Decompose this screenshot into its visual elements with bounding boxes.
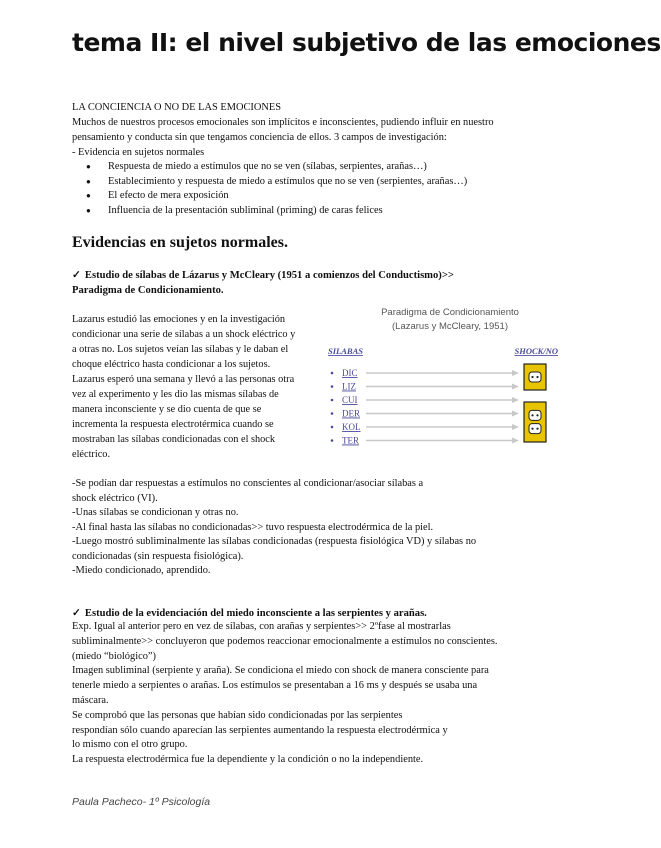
text-line: Exp. Igual al anterior pero en vez de sílabas, con arañas y serpientes>> 2ºfase al mostrarlas: [72, 621, 451, 632]
shock-label: SHOCK/NO: [514, 346, 558, 356]
diagram-title-line1: Paradigma de Condicionamiento: [381, 307, 519, 318]
text-line: La respuesta electrodérmica fue la dependiente y la condición o no la independiente.: [72, 754, 424, 766]
text-line: (miedo “biológico”): [72, 650, 156, 662]
syllable-label: DER: [342, 408, 360, 419]
text-line: condicionar una serie de sílabas a un shock eléctrico y: [72, 329, 296, 340]
text-line: shock eléctrico (VI).: [72, 492, 158, 504]
study2-body: [72, 620, 547, 768]
section-heading: Evidencias en sujetos normales.: [72, 234, 288, 251]
text-line: -Unas sílabas se condicionan y otras no.: [72, 507, 239, 518]
footer-author: Paula Pacheco- 1º Psicología: [72, 796, 211, 808]
syllable-row: [331, 436, 519, 446]
syllable-row: [331, 409, 519, 419]
text-line: tenerle miedo a serpientes o arañas. Los estímulos se presentaban a 16 ms y después se usaba una: [72, 680, 478, 692]
checkmark-icon: ✓: [72, 270, 81, 281]
arrow-head-icon: [512, 438, 519, 444]
page-title: tema II: el nivel subjetivo de las emociones: [72, 28, 661, 57]
text-line: máscara.: [72, 694, 109, 706]
intro-text-line: Muchos de nuestros procesos emocionales son implícitos e inconscientes, pudiendo influir en nuestro: [72, 117, 494, 128]
text-line: subliminalmente>> concluyeron que podemos reaccionar emocionalmente a estímulos no conscientes.: [72, 635, 498, 647]
syllable-label: KOL: [342, 422, 361, 432]
study1-title-line1: Estudio de sílabas de Lázarus y McCleary (1951 a comienzos del Conductismo)>>: [84, 270, 454, 281]
syllables-label: SILABAS: [328, 346, 363, 356]
intro-heading: LA CONCIENCIA O NO DE LAS EMOCIONES: [72, 102, 281, 113]
conditioning-diagram: [322, 300, 562, 460]
arrow-head-icon: [512, 370, 519, 376]
text-line: -Luego mostró subliminalmente las sílabas condicionadas (respuesta fisiológica VD) y sílabas no: [72, 536, 477, 547]
text-line: choque eléctrico hasta condicionar a los sujetos.: [72, 359, 271, 370]
checkmark-icon: ✓: [72, 608, 81, 619]
intro-block: [72, 100, 542, 160]
text-line: lo mismo con el otro grupo.: [72, 739, 188, 751]
bullet-icon: [331, 439, 334, 442]
text-line: -Se podían dar respuestas a estímulos no conscientes al condicionar/asociar sílabas a: [72, 478, 424, 489]
text-line: a otras no. Los sujetos veían las sílabas y le daban el: [72, 344, 289, 355]
study1-body: [72, 312, 320, 462]
syllable-label: DIC: [342, 368, 358, 378]
syllable-label: TER: [342, 435, 359, 446]
intro-text-line: pensamiento y conducta sin que tengamos conciencia de ellos. 3 campos de investigación:: [72, 132, 447, 143]
bullet-icon: [331, 399, 334, 402]
text-line: Lazarus estudió las emociones y en la investigación: [72, 314, 286, 325]
bullet-icon: [331, 385, 334, 388]
diagram-title-line2: (Lazarus y McCleary, 1951): [392, 321, 508, 332]
power-outlet-icon: [524, 364, 546, 390]
list-item: ● Respuesta de miedo a estímulos que no se ven (sílabas, serpientes, arañas…): [86, 160, 467, 175]
study2-title-text: Estudio de la evidenciación del miedo inconsciente a las serpientes y arañas.: [84, 608, 427, 619]
text-line: mostraban las sílabas condicionadas con el shock: [72, 434, 276, 445]
arrow-head-icon: [512, 397, 519, 403]
text-line: eléctrico.: [72, 449, 111, 460]
syllable-row: [331, 422, 519, 432]
syllable-row: [331, 395, 519, 405]
arrow-head-icon: [512, 424, 519, 430]
syllable-label: CUI: [342, 395, 358, 405]
study1-title-line2: Paradigma de Condicionamiento.: [72, 285, 224, 296]
study2-title: [72, 606, 532, 621]
text-line: -Al final hasta las sílabas no condicionadas>> tuvo respuesta electrodérmica de la piel.: [72, 521, 434, 533]
syllable-label: LIZ: [342, 381, 356, 392]
syllable-row: [331, 368, 519, 378]
text-line: Lazarus esperó una semana y llevó a las personas otra: [72, 374, 295, 385]
intro-bullet-list: [86, 160, 467, 218]
bullet-icon: [331, 372, 334, 375]
list-item: ● El efecto de mera exposición: [86, 189, 467, 204]
text-line: incrementa la respuesta electrotérmica cuando se: [72, 419, 274, 430]
intro-subheading: - Evidencia en sujetos normales: [72, 147, 205, 158]
text-line: manera inconsciente y se dio cuenta de que se: [72, 404, 262, 415]
arrow-head-icon: [512, 411, 519, 417]
power-outlet-icon: [524, 402, 546, 442]
arrow-head-icon: [512, 384, 519, 390]
text-line: Imagen subliminal (serpiente y araña). Se condiciona el miedo con shock de manera consciente para: [72, 665, 489, 677]
bullet-icon: [331, 426, 334, 429]
syllable-row: [331, 382, 519, 392]
study1-notes: [72, 477, 542, 579]
text-line: -Miedo condicionado, aprendido.: [72, 565, 211, 576]
study1-title: [72, 268, 532, 298]
text-line: condicionadas (sin respuesta fisiológica).: [72, 550, 244, 562]
list-item: ● Establecimiento y respuesta de miedo a estímulos que no se ven (serpientes, arañas…): [86, 175, 467, 190]
text-line: vez al experimento y les dio las mismas sílabas de: [72, 389, 279, 400]
list-item: ● Influencia de la presentación subliminal (priming) de caras felices: [86, 204, 467, 219]
text-line: Se comprobó que las personas que habían sido condicionadas por las serpientes: [72, 709, 403, 721]
text-line: respondían sólo cuando aparecían las serpientes aumentando la respuesta electrodérmica y: [72, 724, 448, 736]
bullet-icon: [331, 412, 334, 415]
